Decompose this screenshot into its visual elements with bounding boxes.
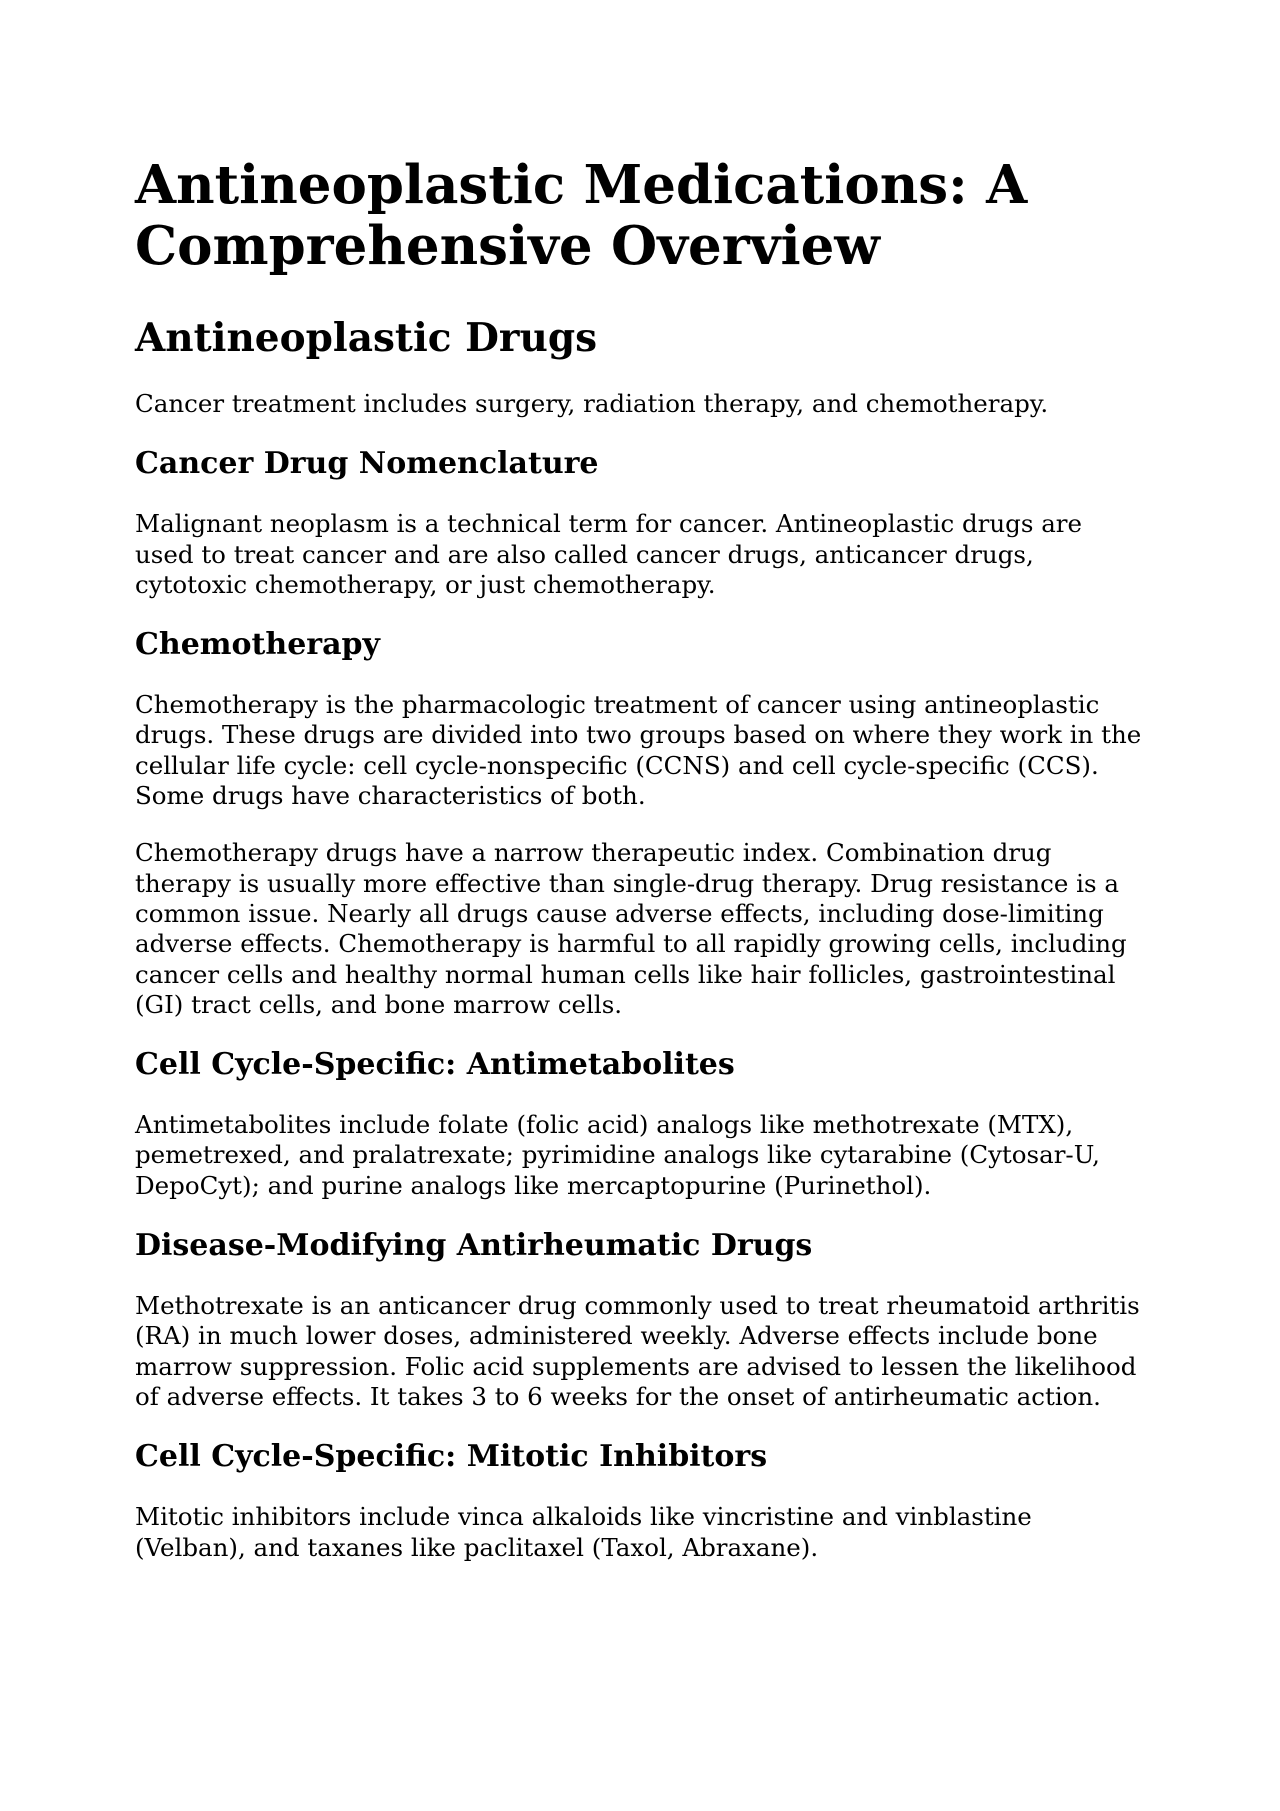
paragraph-chemotherapy-definition: Chemotherapy is the pharmacologic treatment of cancer using antineoplastic drugs. These drugs are divided into two groups based on where they work in the cellular life cycle: cell cycle-nonspecific (CCNS) and cell cycle-specific (CCS). Some drugs have characteristics of both. xyxy=(135,690,1142,811)
paragraph-cancer-treatment: Cancer treatment includes surgery, radiation therapy, and chemotherapy. xyxy=(135,389,1049,418)
section-heading-antimetabolites: Cell Cycle-Specific: Antimetabolites xyxy=(135,1047,735,1083)
section-heading-antineoplastic-drugs: Antineoplastic Drugs xyxy=(135,315,598,361)
paragraph-methotrexate-ra: Methotrexate is an anticancer drug commonly used to treat rheumatoid arthritis (RA) in much lower doses, administered weekly. Adverse effects include bone marrow suppression. Folic acid supplements are advised to lessen the likelihood of adverse effects. It takes 3 to 6 weeks for the onset of antirheumatic action. xyxy=(135,1291,1140,1411)
document-page xyxy=(135,155,1145,1590)
paragraph-mitotic-inhibitors: Mitotic inhibitors include vinca alkaloids like vincristine and vinblastine (Velban), and taxanes like paclitaxel (Taxol, Abraxane). xyxy=(135,1502,1032,1562)
section-heading-cancer-drug-nomenclature: Cancer Drug Nomenclature xyxy=(135,446,599,482)
paragraph-antimetabolites: Antimetabolites include folate (folic acid) analogs like methotrexate (MTX), pemetrexed, and pralatrexate; pyrimidine analogs like cytarabine (Cytosar-U, DepoCyt); and purine analogs like mercaptopurine (Purinethol). xyxy=(135,1110,1100,1200)
document-title: Antineoplastic Medications: A Comprehensive Overview xyxy=(135,154,1028,277)
section-heading-mitotic-inhibitors: Cell Cycle-Specific: Mitotic Inhibitors xyxy=(135,1439,768,1475)
paragraph-chemotherapy-effects: Chemotherapy drugs have a narrow therapeutic index. Combination drug therapy is usually more effective than single-drug therapy. Drug resistance is a common issue. Nearly all drugs cause adverse effects, including dose-limiting adverse effects. Chemotherapy is harmful to all rapidly growing cells, including cancer cells and healthy normal human cells like hair follicles, gastrointestinal (GI) tract cells, and bone marrow cells. xyxy=(135,838,1127,1019)
section-heading-chemotherapy: Chemotherapy xyxy=(135,627,380,663)
section-heading-dmards: Disease-Modifying Antirheumatic Drugs xyxy=(135,1228,813,1264)
paragraph-malignant-neoplasm: Malignant neoplasm is a technical term for cancer. Antineoplastic drugs are used to treat cancer and are also called cancer drugs, anticancer drugs, cytotoxic chemotherapy, or just chemotherapy. xyxy=(135,509,1083,599)
